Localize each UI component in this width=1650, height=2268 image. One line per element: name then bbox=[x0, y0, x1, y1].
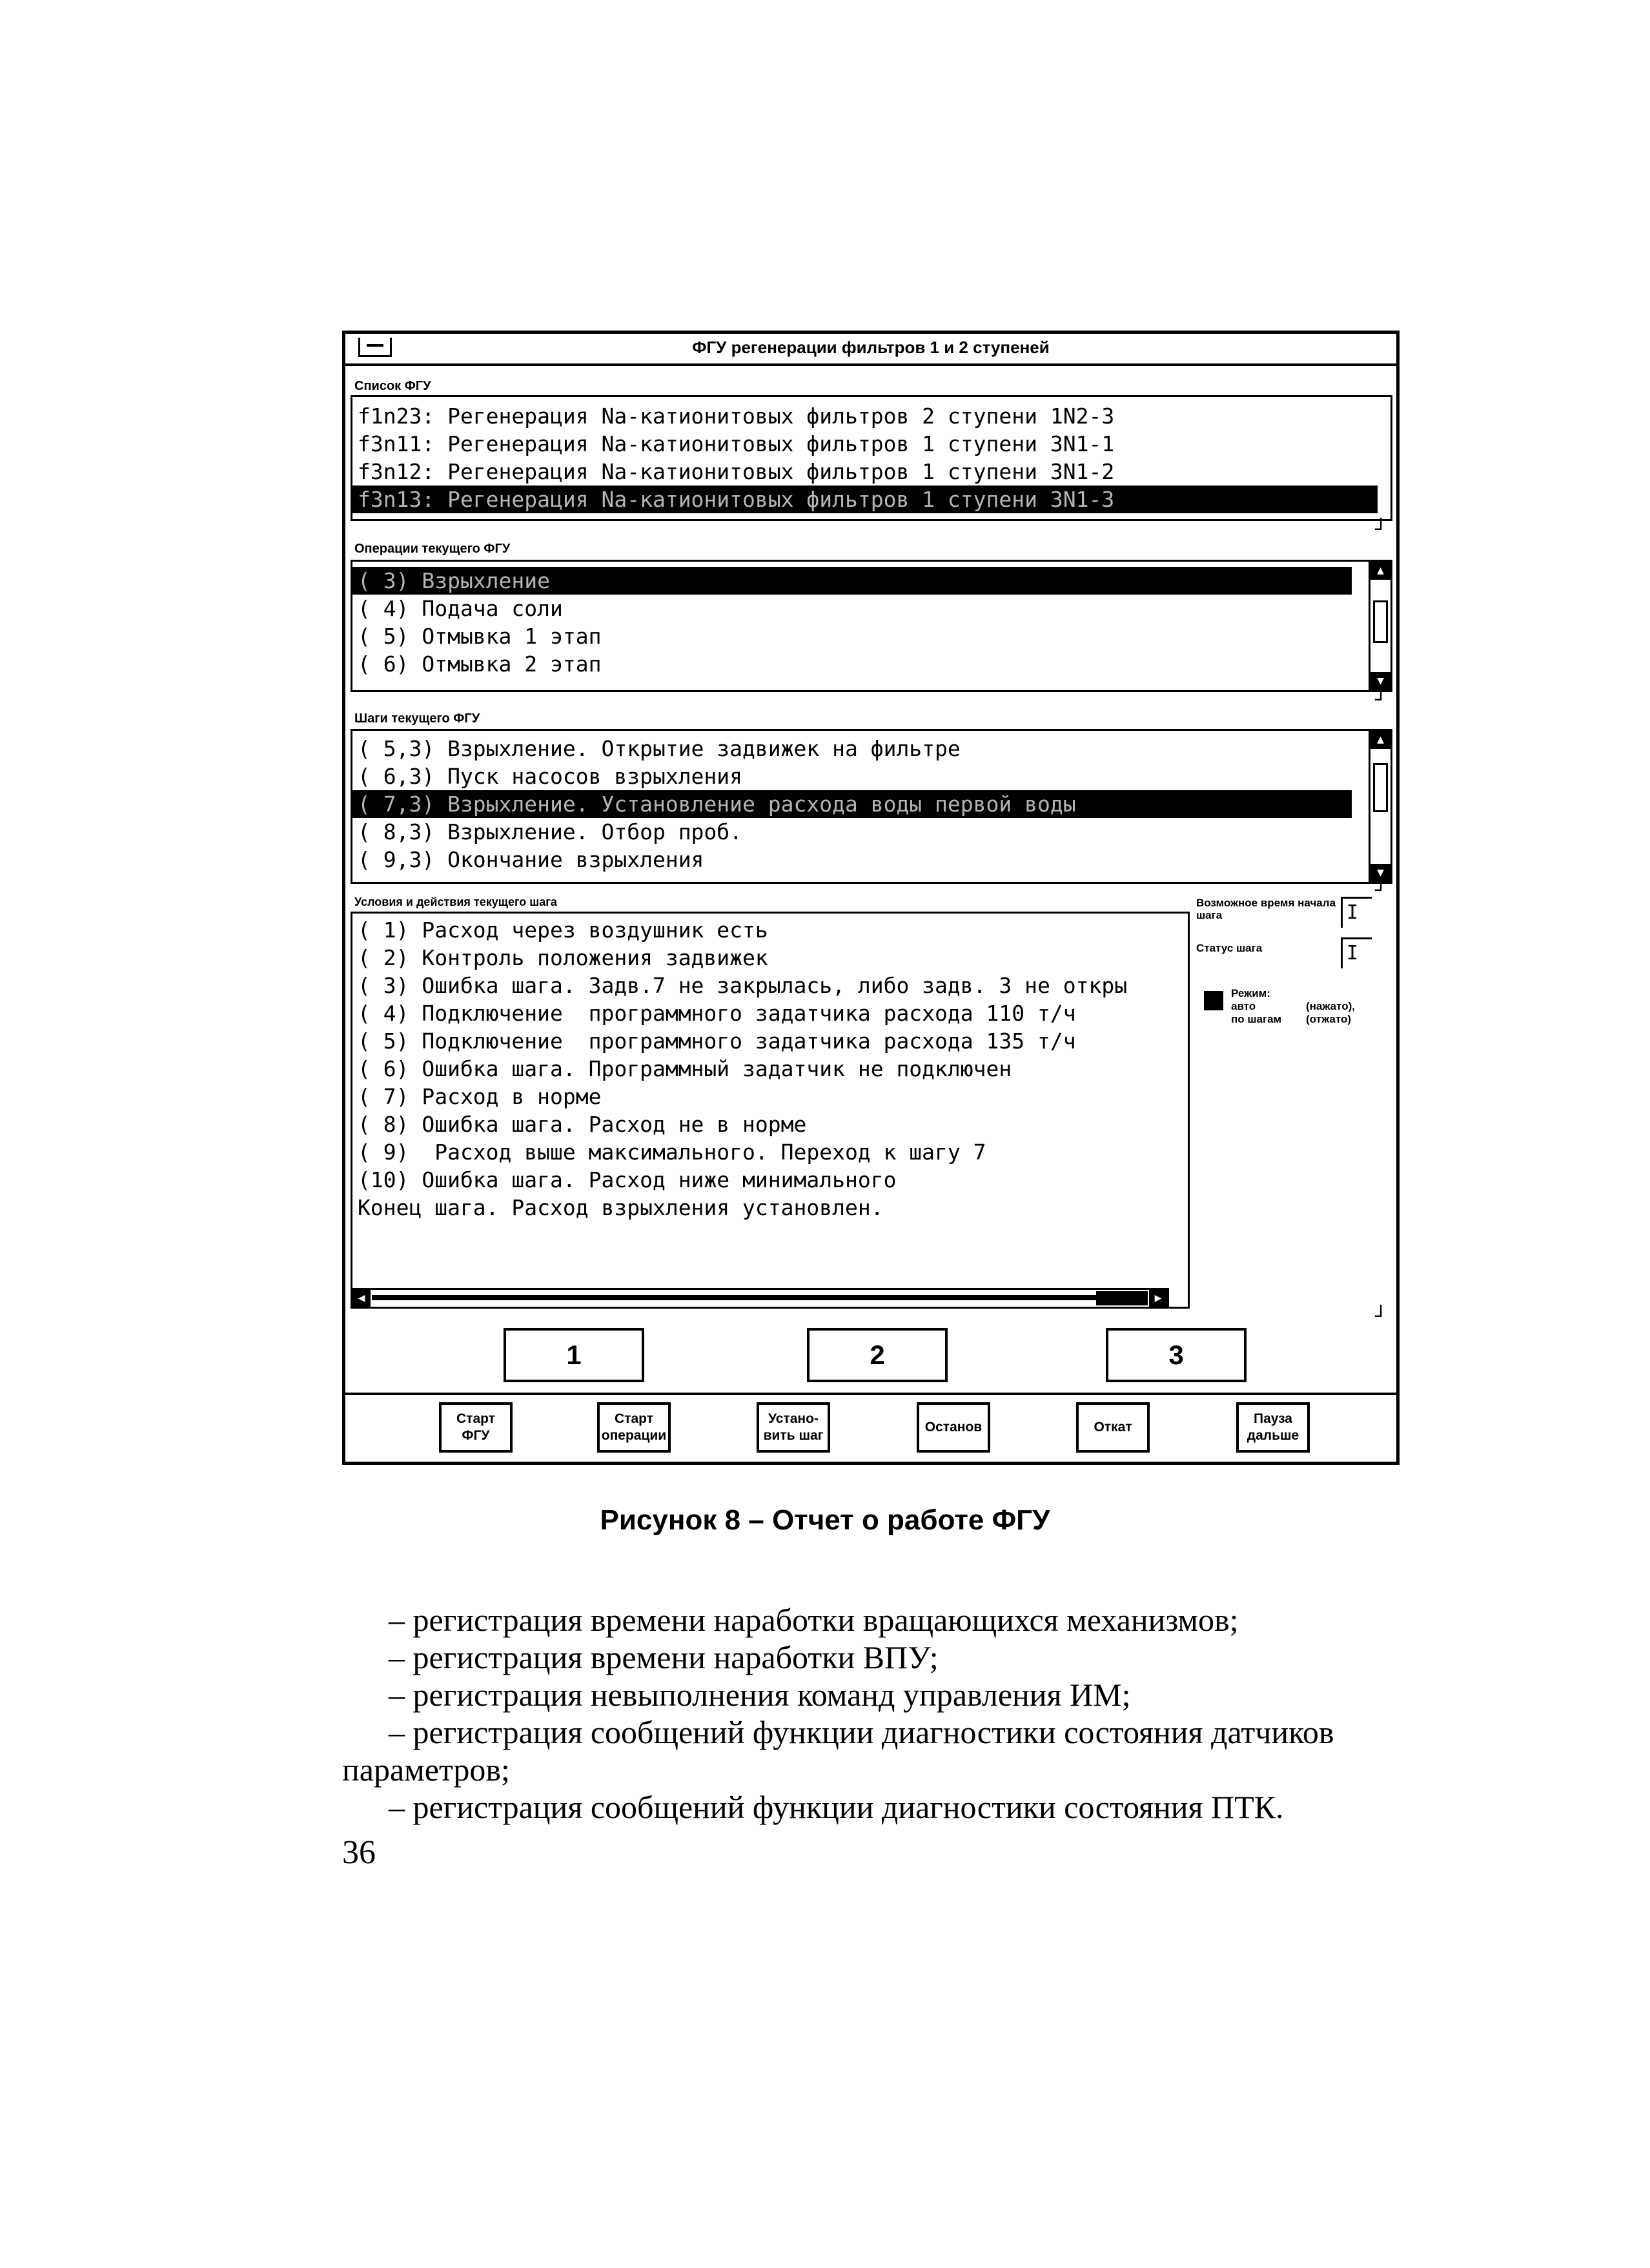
conditions-list bbox=[351, 912, 1190, 1309]
scroll-thumb[interactable] bbox=[1373, 600, 1388, 643]
body-line: – регистрация времени наработки вращающихся механизмов; bbox=[389, 1602, 1239, 1638]
step-item[interactable]: ( 6,3) Пуск насосов взрыхления bbox=[358, 764, 743, 789]
pause-continue-button[interactable]: Пауза дальше bbox=[1236, 1402, 1310, 1453]
fgu-list-item-selected[interactable]: f3n13: Регенерация Na-катионитовых фильтров 1 ступени 3N1-3 bbox=[352, 485, 1378, 513]
operations-scrollbar[interactable] bbox=[1369, 562, 1390, 690]
condition-item: ( 2) Контроль положения задвижек bbox=[358, 945, 768, 970]
body-line: параметров; bbox=[342, 1752, 510, 1788]
fgu-list-label: Список ФГУ bbox=[354, 379, 431, 393]
operation-item[interactable]: ( 6) Отмывка 2 этап bbox=[358, 651, 602, 677]
conditions-label: Условия и действия текущего шага bbox=[354, 895, 557, 908]
operations-list bbox=[351, 560, 1392, 692]
start-time-label: Возможное время начала шага bbox=[1196, 897, 1336, 921]
condition-item: (10) Ошибка шага. Расход ниже минимального bbox=[358, 1167, 897, 1192]
step-item[interactable]: ( 9,3) Окончание взрыхления bbox=[358, 847, 704, 872]
button-2[interactable]: 2 bbox=[807, 1328, 948, 1382]
start-time-field[interactable]: I bbox=[1341, 897, 1372, 928]
condition-item: ( 3) Ошибка шага. Задв.7 не закрылась, либо задв. 3 не откры bbox=[358, 973, 1128, 998]
set-step-button[interactable]: Устано- вить шаг bbox=[757, 1402, 830, 1453]
fgu-list-item[interactable]: f3n11: Регенерация Na-катионитовых фильтров 1 ступени 3N1-1 bbox=[358, 431, 1115, 456]
steps-label: Шаги текущего ФГУ bbox=[354, 711, 480, 726]
resize-handle-icon[interactable]: ┘ bbox=[1375, 879, 1387, 902]
step-item-selected[interactable]: ( 7,3) Взрыхление. Установление расхода воды первой воды bbox=[352, 790, 1352, 818]
scroll-thumb[interactable] bbox=[1096, 1291, 1148, 1305]
scroll-track bbox=[372, 1295, 1148, 1300]
condition-item: Конец шага. Расход взрыхления установлен. bbox=[358, 1195, 884, 1220]
condition-item: ( 4) Подключение программного задатчика расхода 110 т/ч bbox=[358, 1001, 1076, 1026]
scroll-up-icon[interactable]: ▲ bbox=[1370, 731, 1390, 749]
body-text bbox=[342, 1601, 1427, 1826]
steps-list bbox=[351, 729, 1392, 884]
scroll-down-icon[interactable]: ▼ bbox=[1370, 672, 1390, 690]
title-bar bbox=[345, 334, 1396, 366]
condition-item: ( 1) Расход через воздушник есть bbox=[358, 917, 768, 943]
mode-auto-label: авто bbox=[1231, 1000, 1256, 1012]
mode-label: Режим: bbox=[1231, 987, 1270, 999]
fgu-window bbox=[342, 331, 1400, 1465]
scroll-down-icon[interactable]: ▼ bbox=[1370, 864, 1390, 882]
page-number: 36 bbox=[342, 1834, 376, 1871]
divider bbox=[345, 1393, 1396, 1395]
start-fgu-button[interactable]: Старт ФГУ bbox=[439, 1402, 513, 1453]
fgu-list-item[interactable]: f3n12: Регенерация Na-катионитовых фильтров 1 ступени 3N1-2 bbox=[358, 459, 1115, 484]
window-title: ФГУ регенерации фильтров 1 и 2 ступеней bbox=[692, 338, 1050, 357]
step-item[interactable]: ( 5,3) Взрыхление. Открытие задвижек на фильтре bbox=[358, 736, 961, 761]
button-1[interactable]: 1 bbox=[504, 1328, 644, 1382]
fgu-list-item[interactable]: f1n23: Регенерация Na-катионитовых фильтров 2 ступени 1N2-3 bbox=[358, 404, 1115, 429]
condition-item: ( 8) Ошибка шага. Расход не в норме bbox=[358, 1112, 807, 1137]
mode-auto-state: (нажато), bbox=[1306, 1000, 1355, 1012]
operation-item[interactable]: ( 5) Отмывка 1 этап bbox=[358, 624, 602, 649]
stop-button[interactable]: Останов bbox=[917, 1402, 990, 1453]
condition-item: ( 7) Расход в норме bbox=[358, 1084, 602, 1109]
rollback-button[interactable]: Откат bbox=[1076, 1402, 1150, 1453]
conditions-hscrollbar[interactable] bbox=[351, 1288, 1169, 1309]
step-item[interactable]: ( 8,3) Взрыхление. Отбор проб. bbox=[358, 819, 743, 844]
operation-item[interactable]: ( 4) Подача соли bbox=[358, 596, 563, 621]
mode-steps-label: по шагам bbox=[1231, 1013, 1282, 1025]
body-line: – регистрация сообщений функции диагностики состояния датчиков bbox=[389, 1714, 1334, 1750]
condition-item: ( 9) Расход выше максимального. Переход к шагу 7 bbox=[358, 1139, 986, 1165]
status-label: Статус шага bbox=[1196, 942, 1263, 954]
body-line: – регистрация сообщений функции диагностики состояния ПТК. bbox=[389, 1789, 1284, 1825]
fgu-list bbox=[351, 395, 1392, 521]
resize-handle-icon[interactable]: ┘ bbox=[1375, 518, 1387, 541]
scroll-up-icon[interactable]: ▲ bbox=[1370, 562, 1390, 580]
mode-toggle[interactable] bbox=[1204, 991, 1223, 1010]
resize-handle-icon[interactable]: ┘ bbox=[1375, 689, 1387, 711]
start-operation-button[interactable]: Старт операции bbox=[597, 1402, 671, 1453]
mode-steps-state: (отжато) bbox=[1306, 1013, 1352, 1025]
condition-item: ( 5) Подключение программного задатчика расхода 135 т/ч bbox=[358, 1028, 1076, 1054]
button-3[interactable]: 3 bbox=[1106, 1328, 1247, 1382]
resize-handle-icon[interactable]: ┘ bbox=[1375, 1305, 1387, 1328]
scroll-right-icon[interactable]: ▶ bbox=[1149, 1290, 1167, 1307]
body-line: – регистрация невыполнения команд управления ИМ; bbox=[389, 1677, 1131, 1713]
steps-scrollbar[interactable] bbox=[1369, 731, 1390, 882]
operation-item-selected[interactable]: ( 3) Взрыхление bbox=[352, 567, 1352, 595]
figure-caption: Рисунок 8 – Отчет о работе ФГУ bbox=[600, 1504, 1050, 1536]
status-field[interactable]: I bbox=[1341, 937, 1372, 968]
body-line: – регистрация времени наработки ВПУ; bbox=[389, 1639, 939, 1675]
condition-item: ( 6) Ошибка шага. Программный задатчик не подключен bbox=[358, 1056, 1012, 1081]
scroll-thumb[interactable] bbox=[1373, 763, 1388, 812]
operations-label: Операции текущего ФГУ bbox=[354, 542, 511, 556]
scroll-left-icon[interactable]: ◀ bbox=[352, 1290, 371, 1307]
